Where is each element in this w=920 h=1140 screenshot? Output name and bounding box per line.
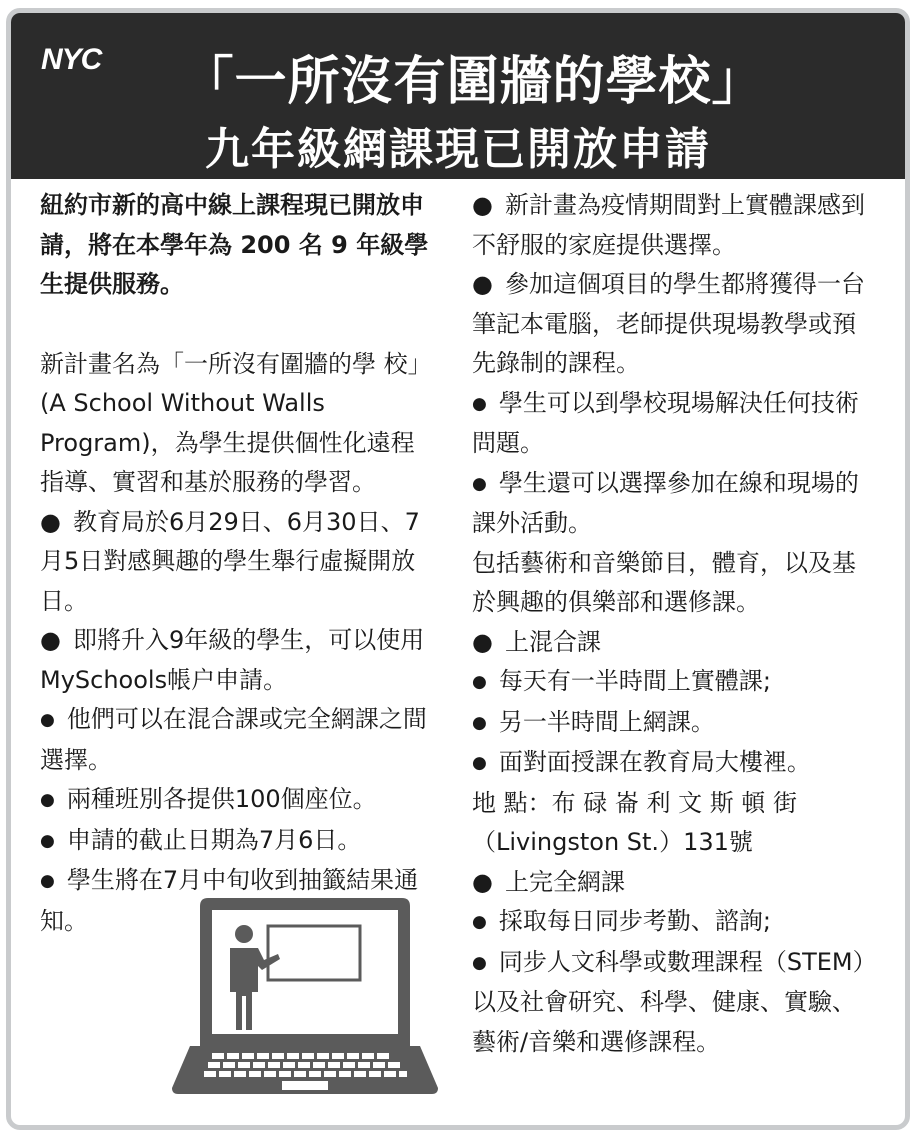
- right-column: [472, 186, 872, 1062]
- location-text: 地 點：布 碌 崙 利 文 斯 頓 街（Livingston St.）131號: [472, 788, 798, 856]
- list-item: ● 學生可以到學校現場解決任何技術問題。: [472, 384, 872, 464]
- list-item: ● 採取每日同步考勤、諮詢;: [472, 902, 872, 943]
- list-item: ● 教育局於6月29日、6月30日、7月5日對感興趣的學生舉行虛擬開放日。: [40, 503, 436, 622]
- list-item: ● 申請的截止日期為7月6日。: [40, 821, 436, 862]
- list-item: ● 學生將在7月中旬收到抽籤結果通知。: [40, 861, 436, 941]
- list-item: ● 兩種班別各提供100個座位。: [40, 780, 436, 821]
- list-item: ● 新計畫為疫情期間對上實體課感到不舒服的家庭提供選擇。: [472, 186, 872, 265]
- list-item: ● 他們可以在混合課或完全網課之間選擇。: [40, 700, 436, 780]
- activities-text: 包括藝術和音樂節目，體育，以及基於興趣的俱樂部和選修課。: [472, 548, 856, 616]
- header-banner: [11, 13, 905, 179]
- list-item: ● 即將升入9年級的學生，可以使用MySchools帳户申請。: [40, 621, 436, 700]
- list-item: ● 學生還可以選擇參加在線和現場的課外活動。: [472, 464, 872, 544]
- hybrid-heading: ● 上混合課: [472, 623, 872, 663]
- lead-paragraph: 紐約市新的高中線上課程現已開放申請，將在本學年為 200 名 9 年級學生提供服務。: [40, 191, 429, 298]
- page-subtitle: 九年級網課現已開放申請: [205, 124, 711, 175]
- list-item: ● 同步人文科學或數理課程（STEM）以及社會研究、科學、健康、實驗、藝術/音樂和選修課程。: [472, 943, 872, 1063]
- laptop-teacher-icon: [170, 896, 440, 1096]
- online-heading: ● 上完全網課: [472, 863, 872, 903]
- list-item: ● 面對面授課在教育局大樓裡。: [472, 743, 872, 784]
- list-item: ● 參加這個項目的學生都將獲得一台筆記本電腦，老師提供現場教學或預先錄制的課程。: [472, 265, 872, 384]
- page-title: 「一所沒有圍牆的學校」: [181, 52, 765, 112]
- intro-paragraph: 新計畫名為「一所沒有圍牆的學 校」(A School Without Walls Program)，為學生提供個性化遠程指導、實習和基於服務的學習。: [40, 349, 432, 496]
- list-item: ● 另一半時間上網課。: [472, 703, 872, 744]
- nyc-logo: NYC: [41, 43, 102, 76]
- left-column: [40, 186, 436, 941]
- list-item: ● 每天有一半時間上實體課;: [472, 662, 872, 703]
